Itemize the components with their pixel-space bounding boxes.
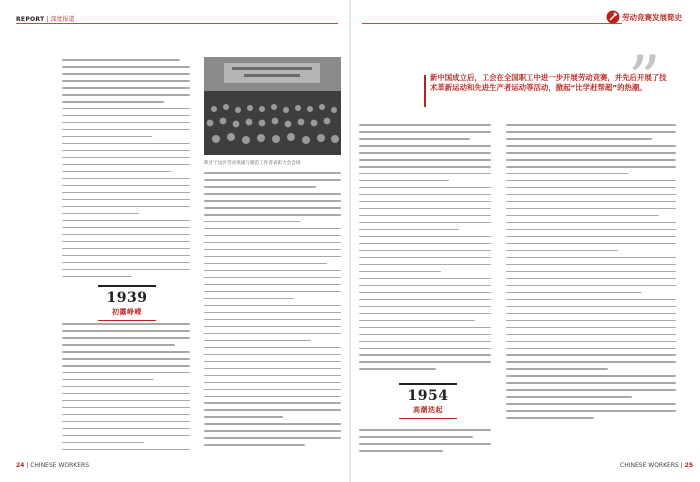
series-header xyxy=(606,10,688,24)
magazine-name-left: CHINESE WORKERS xyxy=(30,462,90,469)
header-rule-right xyxy=(362,23,622,24)
body-text-col3 xyxy=(359,124,491,375)
page-number-left: 24 xyxy=(16,462,25,469)
quote-marks-icon: ” xyxy=(628,43,661,117)
header-rule-left xyxy=(16,23,338,24)
page-gutter xyxy=(349,0,351,482)
body-text-col3-bottom xyxy=(359,429,491,457)
footer-right: CHINESE WORKERS | 25 xyxy=(620,462,694,469)
body-text-col4 xyxy=(506,124,676,424)
historic-photo xyxy=(204,57,341,155)
body-text-col2 xyxy=(204,172,341,451)
body-text-col1-top xyxy=(62,59,190,283)
year-heading-1954 xyxy=(399,383,457,419)
magazine-name-right: CHINESE WORKERS xyxy=(620,462,679,469)
year-number: 1954 xyxy=(407,388,449,404)
body-text-col1-bottom xyxy=(62,323,190,456)
year-subtitle: 高潮迭起 xyxy=(413,405,443,414)
year-heading-1939 xyxy=(98,285,156,321)
pull-quote: 新中国成立后，工会在全国职工中进一步开展劳动竞赛，并先后开展了技术革新运动和先进生产者运动等活动，掀起“比学赶帮超”的热潮。 xyxy=(430,73,667,93)
photo-caption: 陕甘宁边区劳动英雄与模范工作者表彰大会会场 xyxy=(204,161,301,166)
hammer-emblem-icon xyxy=(606,10,620,24)
report-label: REPORT xyxy=(16,16,45,23)
section-header: REPORT | 深度报道 xyxy=(16,16,75,23)
year-number: 1939 xyxy=(106,290,148,306)
series-title: 劳动竞赛发展简史 xyxy=(622,13,682,22)
year-subtitle: 初露峥嵘 xyxy=(112,307,142,316)
page-number-right: 25 xyxy=(684,462,694,469)
quote-accent-bar xyxy=(424,75,426,107)
section-label: 深度报道 xyxy=(50,16,75,23)
footer-left: 24 | CHINESE WORKERS xyxy=(16,462,90,469)
